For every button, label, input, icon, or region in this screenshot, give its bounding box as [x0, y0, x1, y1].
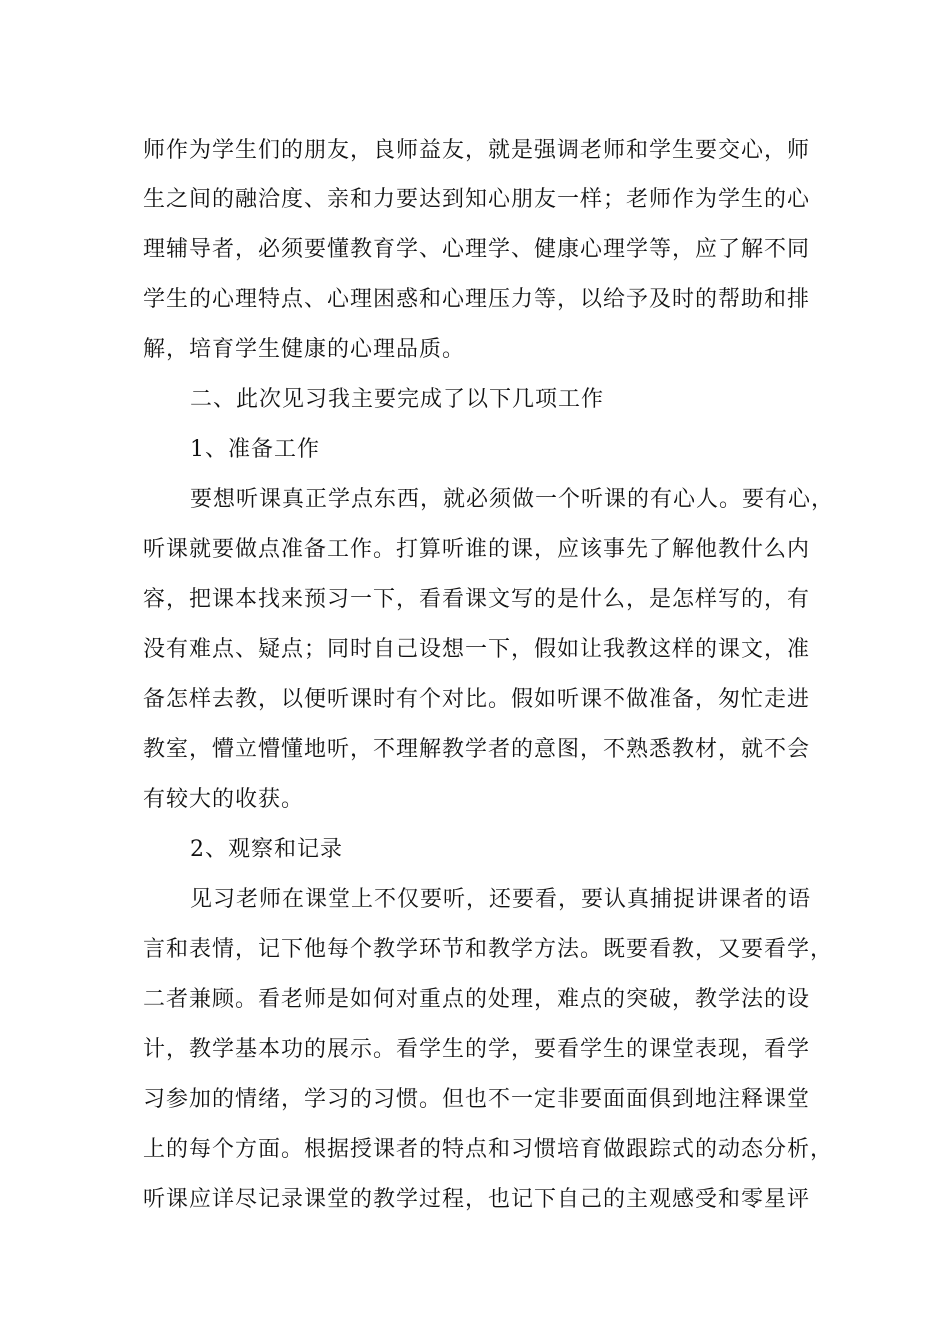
paragraph-line: 听课就要做点准备工作。打算听谁的课，应该事先了解他教什么内 — [143, 537, 811, 562]
paragraph-line: 有较大的收获。 — [143, 787, 305, 812]
section-heading: 二、此次见习我主要完成了以下几项工作 — [190, 387, 605, 412]
paragraph-line: 见习老师在课堂上不仅要听，还要看，要认真捕捉讲课者的语 — [190, 887, 812, 912]
paragraph-line: 师作为学生们的朋友，良师益友，就是强调老师和学生要交心，师 — [143, 138, 811, 163]
paragraph-line: 计，教学基本功的展示。看学生的学，要看学生的课堂表现，看学 — [143, 1037, 811, 1062]
paragraph-line: 习参加的情绪，学习的习惯。但也不一定非要面面俱到地注释课堂 — [143, 1087, 811, 1112]
paragraph-line: 容，把课本找来预习一下，看看课文写的是什么，是怎样写的，有 — [143, 587, 811, 612]
paragraph-line: 言和表情，记下他每个教学环节和教学方法。既要看教，又要看学， — [143, 937, 834, 962]
paragraph-line: 要想听课真正学点东西，就必须做一个听课的有心人。要有心， — [190, 487, 835, 512]
paragraph-line: 上的每个方面。根据授课者的特点和习惯培育做跟踪式的动态分析， — [143, 1137, 834, 1162]
subsection-heading: 1、准备工作 — [190, 437, 320, 462]
paragraph-line: 听课应详尽记录课堂的教学过程，也记下自己的主观感受和零星评 — [143, 1187, 811, 1212]
subsection-heading: 2、观察和记录 — [190, 837, 343, 862]
paragraph-line: 教室，懵立懵懂地听，不理解教学者的意图，不熟悉教材，就不会 — [143, 737, 811, 762]
paragraph-line: 备怎样去教，以便听课时有个对比。假如听课不做准备，匆忙走进 — [143, 687, 811, 712]
paragraph-line: 没有难点、疑点；同时自己设想一下，假如让我教这样的课文，准 — [143, 637, 811, 662]
paragraph-line: 学生的心理特点、心理困惑和心理压力等，以给予及时的帮助和排 — [143, 287, 811, 312]
paragraph-line: 解，培育学生健康的心理品质。 — [143, 337, 466, 362]
paragraph-line: 生之间的融洽度、亲和力要达到知心朋友一样；老师作为学生的心 — [143, 187, 811, 212]
paragraph-line: 二者兼顾。看老师是如何对重点的处理，难点的突破，教学法的设 — [143, 987, 811, 1012]
paragraph-line: 理辅导者，必须要懂教育学、心理学、健康心理学等，应了解不同 — [143, 237, 811, 262]
